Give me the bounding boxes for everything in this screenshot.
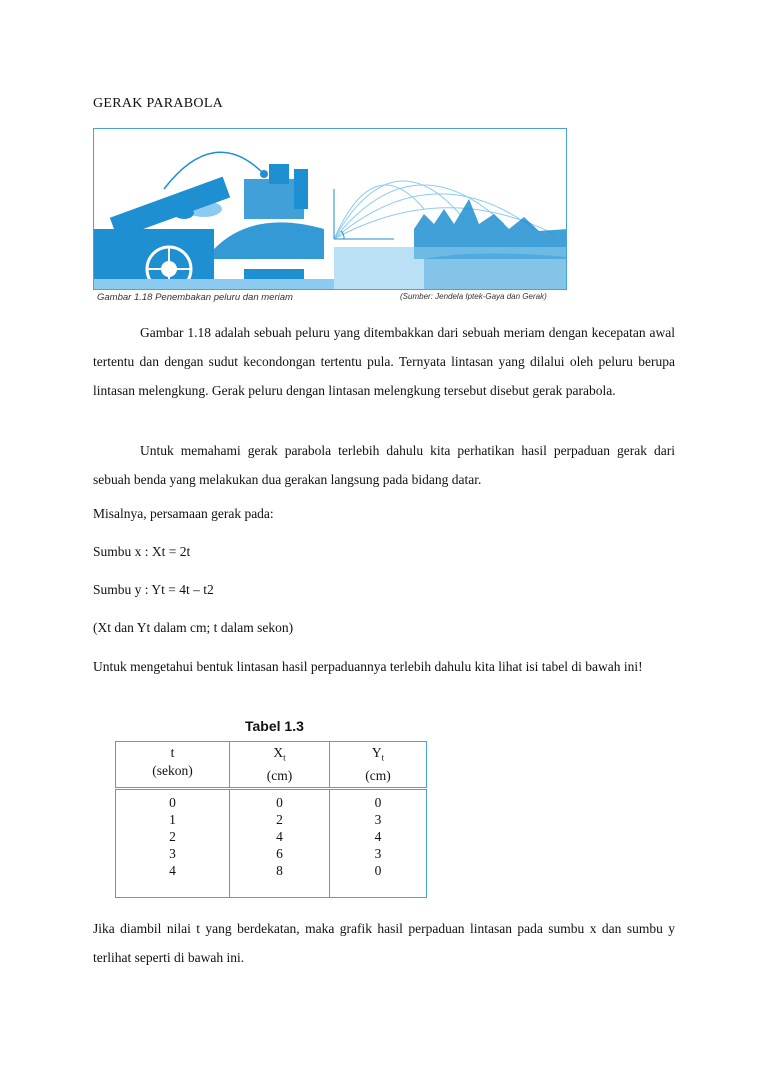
- equation-y: Sumbu y : Yt = 4t – t2: [93, 582, 214, 597]
- paragraph-intro-text: Gambar 1.18 adalah sebuah peluru yang ditembakkan dari sebuah meriam dengan kecepatan awal tertentu dan dengan sudut kecondongan tertentu pula. Ternyata lintasan yang dilalui oleh peluru berupa lintasan melengkung. Gerak peluru dengan lintasan melengkung tersebut disebut gerak parabola.: [93, 325, 675, 398]
- figure-source: (Sumber: Jendela Iptek-Gaya dan Gerak): [400, 292, 547, 301]
- column-y-values: 0 3 4 3 0: [330, 789, 427, 898]
- paragraph-graph-intro: Jika diambil nilai t yang berdekatan, maka grafik hasil perpaduan lintasan pada sumbu x dan sumbu y terlihat seperti di bawah ini.: [93, 921, 675, 965]
- data-table: [115, 741, 427, 898]
- table-title: Tabel 1.3: [245, 718, 304, 734]
- paragraph-intro: [93, 318, 675, 405]
- paragraph-understanding-text: Untuk memahami gerak parabola terlebih dahulu kita perhatikan hasil perpaduan gerak dari sebuah benda yang melakukan dua gerakan langsung pada bidang datar.: [93, 443, 675, 487]
- header-x: [230, 742, 330, 789]
- figure-caption: Gambar 1.18 Penembakan peluru dan meriam: [97, 292, 293, 303]
- table-row: [116, 789, 427, 898]
- cannon-illustration: [93, 128, 567, 290]
- page-title: GERAK PARABOLA: [93, 96, 224, 111]
- equation-x: Sumbu x : Xt = 2t: [93, 544, 191, 559]
- header-t-label: t: [170, 745, 175, 760]
- table-header-row: [116, 742, 427, 789]
- units-note: (Xt dan Yt dalam cm; t dalam sekon): [93, 620, 294, 635]
- header-y: [330, 742, 427, 789]
- header-t-unit: (sekon): [152, 763, 193, 778]
- cannon-drawing: [94, 129, 567, 290]
- header-y-label: Y: [371, 745, 382, 760]
- column-t-values: 0 1 2 3 4: [116, 789, 230, 898]
- header-x-sub: t: [283, 752, 286, 763]
- paragraph-understanding: [93, 436, 675, 494]
- header-x-label: X: [273, 745, 284, 760]
- header-x-unit: (cm): [266, 767, 293, 783]
- paragraph-table-intro: Untuk mengetahui bentuk lintasan hasil perpaduannya terlebih dahulu kita lihat isi tabel di bawah ini!: [93, 659, 643, 674]
- header-y-sub: t: [381, 752, 385, 763]
- example-line: Misalnya, persamaan gerak pada:: [93, 506, 274, 521]
- header-y-unit: (cm): [365, 767, 391, 783]
- header-t: [116, 742, 230, 789]
- column-x-values: 0 2 4 6 8: [230, 789, 330, 898]
